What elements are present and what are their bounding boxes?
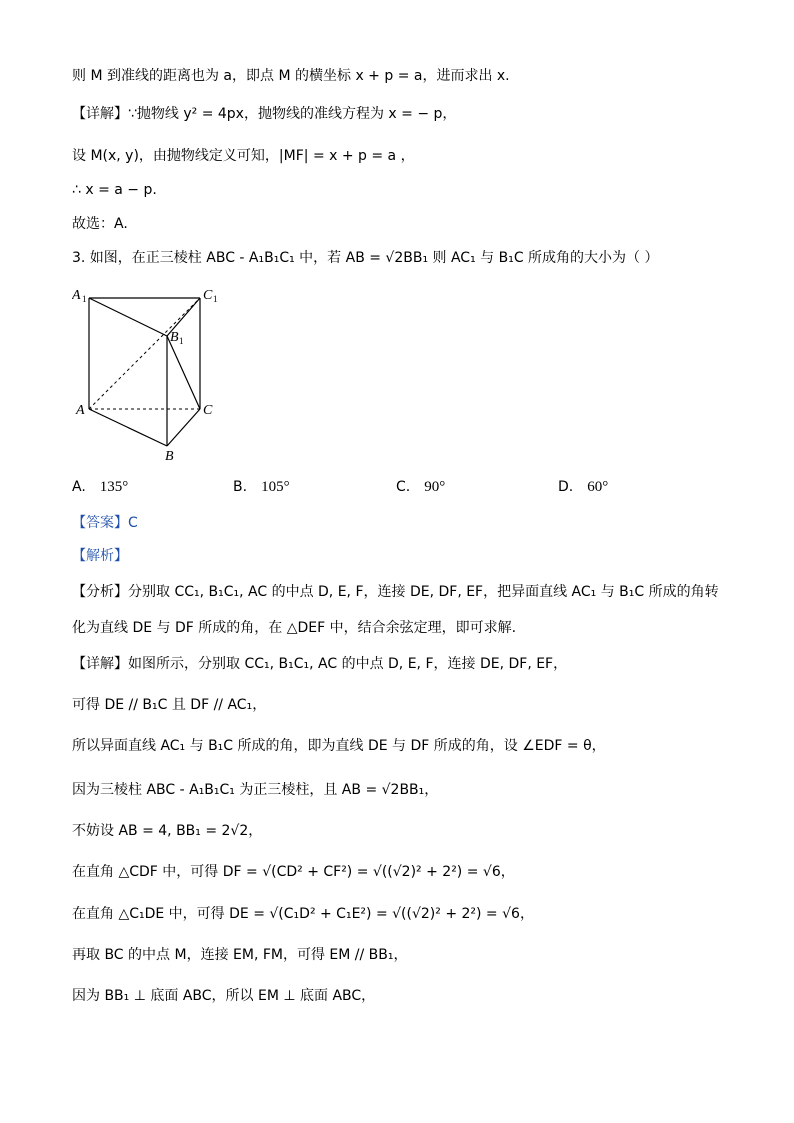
analysis-line-9: 在直角 △C₁DE 中，可得 DE = √(C₁D² + C₁E²) = √((√2)² + 2²) = √6， [72, 906, 534, 922]
option-b-letter: B. [233, 479, 248, 495]
text-line-3: 设 M(x, y)，由抛物线定义可知，|MF| = x + p = a ， [72, 148, 415, 164]
edge-BC [167, 409, 200, 446]
label-C1-sub: 1 [213, 294, 218, 304]
text-line-1: 则 M 到准线的距离也为 a，即点 M 的横坐标 x + p = a，进而求出 x. [72, 68, 510, 84]
analysis-line-7: 不妨设 AB = 4, BB₁ = 2√2， [72, 823, 263, 839]
analysis-line-3: 【详解】如图所示，分别取 CC₁, B₁C₁, AC 的中点 D, E, F，连接 DE, DF, EF， [72, 656, 568, 672]
text-line-4: ∴ x = a − p. [72, 182, 157, 198]
label-B1: B [170, 330, 179, 345]
option-c [396, 479, 445, 496]
analysis-line-2: 化为直线 DE 与 DF 所成的角，在 △DEF 中，结合余弦定理，即可求解. [72, 620, 517, 636]
label-A1: A [72, 288, 81, 303]
answer-label: 【答案】C [72, 515, 138, 531]
analysis-title: 【解析】 [72, 548, 128, 564]
text-line-5: 故选：A. [72, 216, 128, 232]
segment-B1C [167, 336, 200, 409]
question-3-stem: 3. 如图，在正三棱柱 ABC - A₁B₁C₁ 中，若 AB = √2BB₁ 则 AC₁ 与 B₁C 所成角的大小为（ ） [72, 250, 659, 266]
option-c-letter: C. [396, 479, 411, 495]
label-C: C [203, 403, 213, 418]
edge-AB [89, 409, 167, 446]
option-c-value: 90° [424, 479, 446, 495]
segment-AC1-hidden [89, 298, 200, 409]
analysis-line-10: 再取 BC 的中点 M，连接 EM, FM，可得 EM // BB₁， [72, 947, 408, 963]
option-b [233, 479, 290, 496]
label-C1: C [203, 288, 213, 303]
option-d-letter: D. [558, 479, 574, 495]
analysis-line-8: 在直角 △CDF 中，可得 DF = √(CD² + CF²) = √((√2)² + 2²) = √6， [72, 864, 515, 880]
option-b-value: 105° [261, 479, 290, 495]
option-a-value: 135° [99, 479, 129, 495]
triangular-prism-figure [72, 286, 242, 466]
label-B: B [165, 449, 174, 464]
analysis-line-6: 因为三棱柱 ABC - A₁B₁C₁ 为正三棱柱，且 AB = √2BB₁， [72, 782, 439, 798]
analysis-line-11: 因为 BB₁ ⊥ 底面 ABC，所以 EM ⊥ 底面 ABC， [72, 988, 376, 1004]
option-d-value: 60° [587, 479, 609, 495]
option-a [72, 479, 128, 496]
analysis-line-1: 【分析】分别取 CC₁, B₁C₁, AC 的中点 D, E, F，连接 DE, DF, EF，把异面直线 AC₁ 与 B₁C 所成的角转 [72, 584, 719, 600]
label-A1-sub: 1 [82, 294, 87, 304]
text-line-2: 【详解】∵抛物线 y² = 4px，抛物线的准线方程为 x = − p， [72, 106, 457, 122]
label-A: A [76, 403, 85, 418]
option-a-letter: A. [72, 479, 86, 495]
edge-A1B1 [89, 298, 167, 336]
analysis-line-5: 所以异面直线 AC₁ 与 B₁C 所成的角，即为直线 DE 与 DF 所成的角，设 ∠EDF = θ， [72, 738, 606, 754]
label-B1-sub: 1 [179, 336, 184, 346]
analysis-line-4: 可得 DE // B₁C 且 DF // AC₁， [72, 697, 267, 713]
option-d [558, 479, 608, 496]
